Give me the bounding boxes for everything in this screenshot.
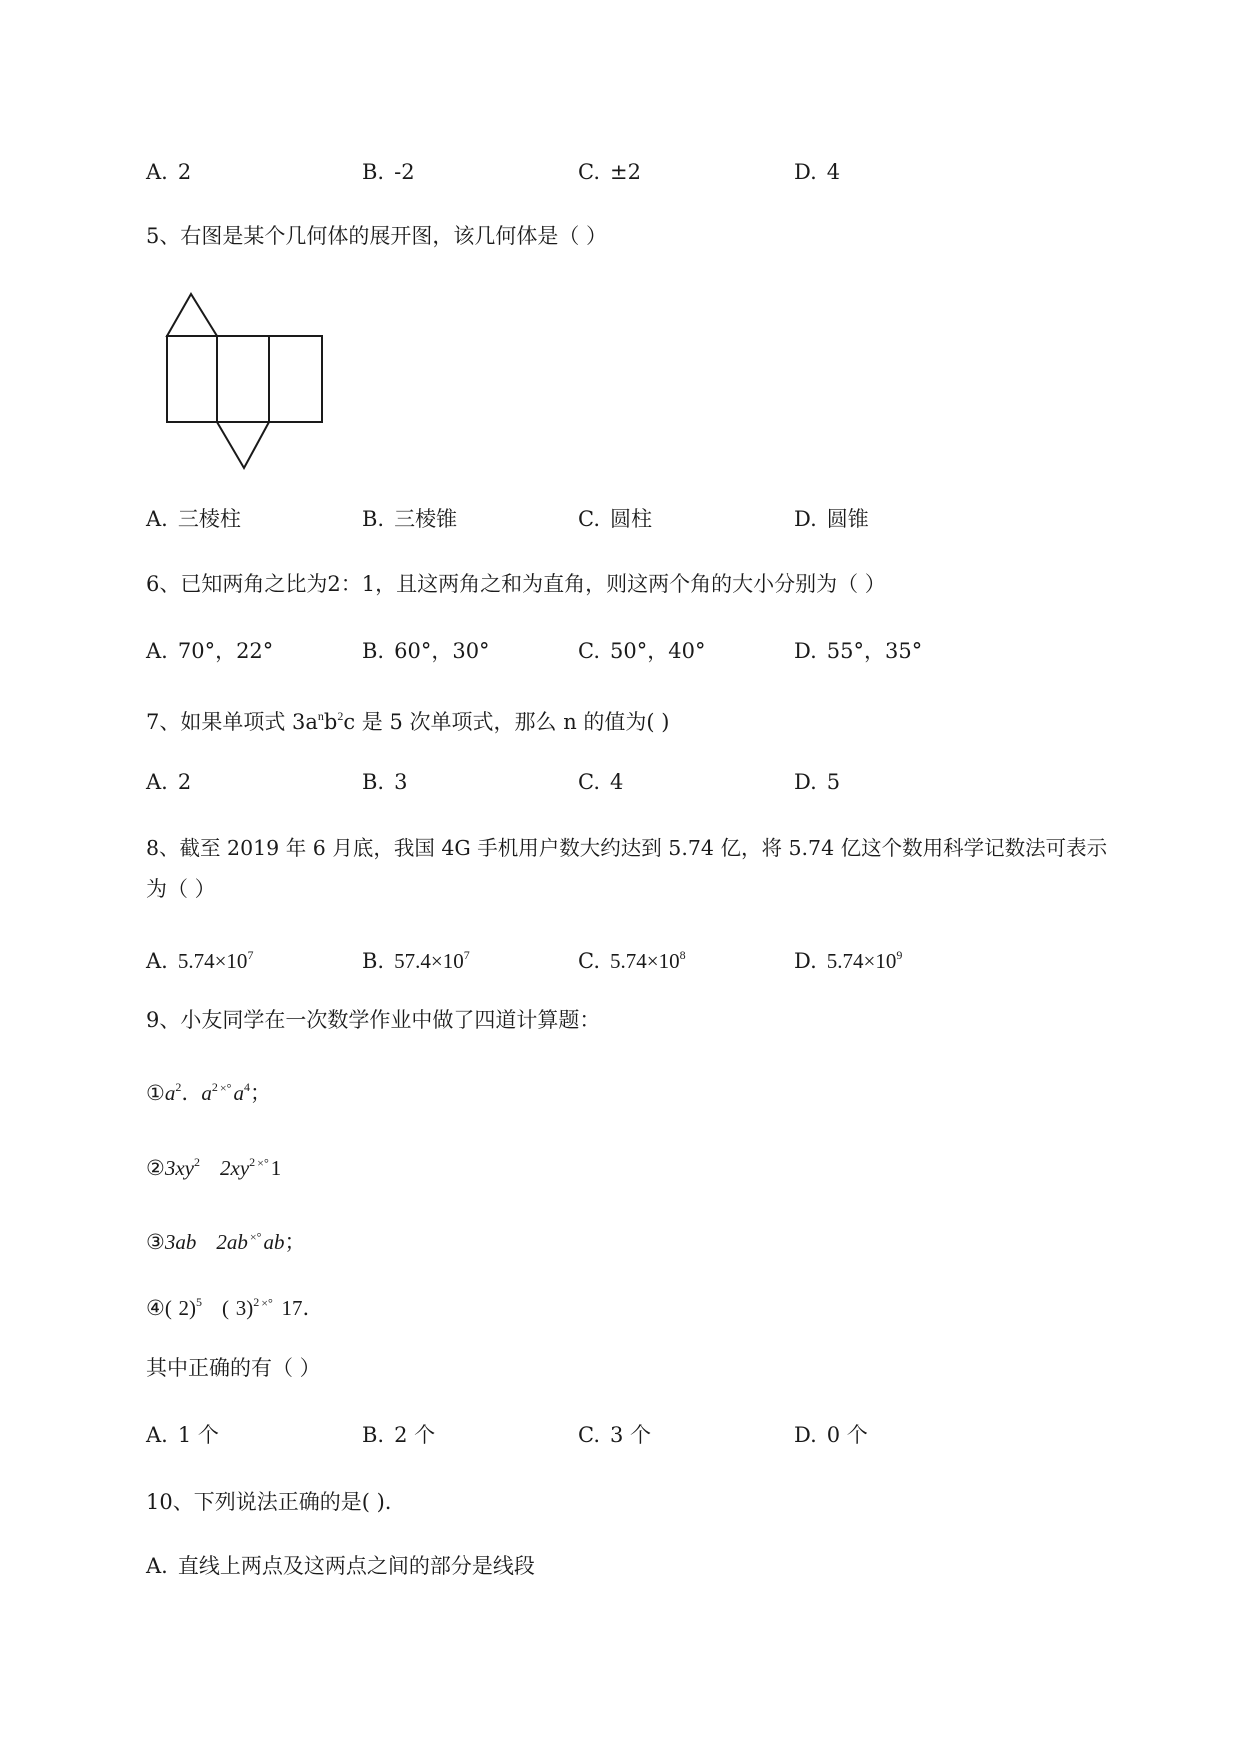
- q7-option-b[interactable]: B. 3: [362, 770, 408, 794]
- q6-option-c[interactable]: C. 50°，40°: [578, 639, 706, 663]
- q7-stem: 7、如果单项式 $3a^nb^2c$ 是 5 次单项式，那么 n 的值为( ): [146, 709, 670, 734]
- q9-option-d[interactable]: D. 0 个: [794, 1423, 868, 1447]
- q10-stem: 10、下列说法正确的是( ).: [146, 1490, 392, 1514]
- q9-option-a[interactable]: A. 1 个: [146, 1423, 219, 1447]
- q6-option-d[interactable]: D. 55°，35°: [794, 639, 923, 663]
- q7-option-c[interactable]: C. 4: [578, 770, 624, 794]
- q10-option-a[interactable]: A. 直线上两点及这两点之间的部分是线段: [146, 1554, 535, 1578]
- q8-stem-line1: 8、截至 2019 年 6 月底，我国 4G 手机用户数大约达到 5.74 亿，将 5.74 亿这个数用科学记数法可表示: [146, 836, 1108, 860]
- q5-option-c[interactable]: C. 圆柱: [578, 507, 652, 531]
- q9-item-3: ③3ab 2ab ×°ab；: [146, 1230, 306, 1254]
- q6-option-b[interactable]: B. 60°，30°: [362, 639, 490, 663]
- prism-net-figure: [165, 292, 325, 472]
- q9-option-b[interactable]: B. 2 个: [362, 1423, 436, 1447]
- q4-option-d[interactable]: D. 4: [794, 160, 841, 184]
- q9-option-c[interactable]: C. 3 个: [578, 1423, 652, 1447]
- q9-question: 其中正确的有（ ）: [146, 1356, 321, 1380]
- q5-option-b[interactable]: B. 三棱锥: [362, 507, 458, 531]
- q8-option-b[interactable]: B. $57.4\times 10^7$: [362, 948, 470, 973]
- q7-option-a[interactable]: A. 2: [146, 770, 192, 794]
- q6-stem: 6、已知两角之比为2：1，且这两角之和为直角，则这两个角的大小分别为（ ）: [146, 572, 886, 596]
- q8-option-d[interactable]: D. $5.74\times 10^9$: [794, 948, 903, 973]
- q4-option-c[interactable]: C. ±2: [578, 160, 641, 184]
- q5-option-a[interactable]: A. 三棱柱: [146, 507, 241, 531]
- net-bottom-triangle: [217, 422, 269, 468]
- q5-option-d[interactable]: D. 圆锥: [794, 507, 869, 531]
- q5-stem: 5、右图是某个几何体的展开图，该几何体是（ ）: [146, 224, 608, 248]
- net-top-triangle: [167, 294, 217, 336]
- q6-option-a[interactable]: A. 70°，22°: [146, 639, 274, 663]
- q9-item-4: ④( 2)$^5$ ( 3)$^2$ ×° 17.: [146, 1295, 310, 1320]
- q8-stem-line2: 为（ ）: [146, 877, 216, 901]
- net-face-3: [269, 336, 322, 422]
- q4-option-a[interactable]: A. 2: [146, 160, 192, 184]
- q9-item-2: $②3xy^2$ $2xy^2$ ×°1: [146, 1155, 282, 1180]
- q9-stem: 9、小友同学在一次数学作业中做了四道计算题：: [146, 1008, 601, 1032]
- net-face-2: [217, 336, 269, 422]
- q7-option-d[interactable]: D. 5: [794, 770, 841, 794]
- q8-option-a[interactable]: A. $5.74\times 10^7$: [146, 948, 254, 973]
- q9-item-1: $①a^2$. $a^2$ $^{\times^\circ}a^4$；: [146, 1080, 271, 1105]
- net-face-1: [167, 336, 217, 422]
- q8-option-c[interactable]: C. $5.74\times 10^8$: [578, 948, 686, 973]
- q4-option-b[interactable]: B. -2: [362, 160, 415, 184]
